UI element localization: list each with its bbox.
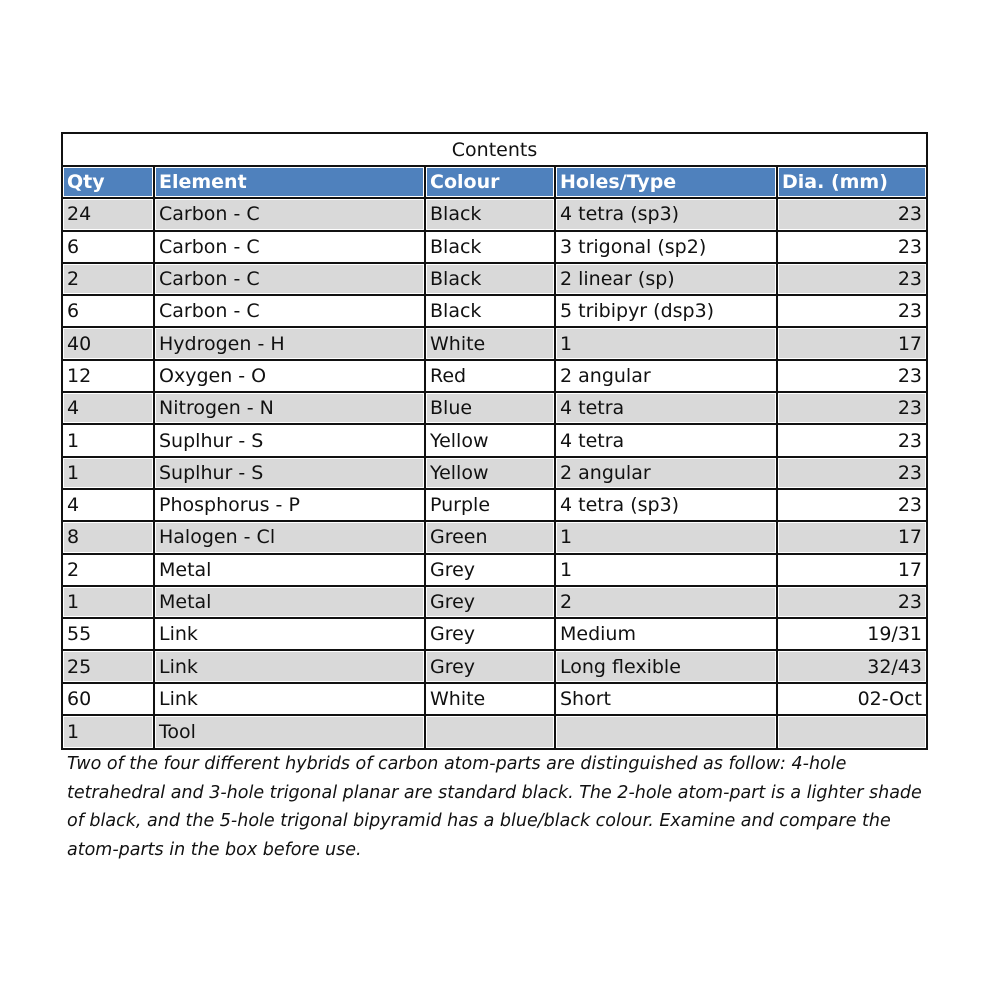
- cell-element: Halogen - Cl: [155, 522, 426, 552]
- cell-diameter: 23: [897, 235, 922, 258]
- cell-diameter: 23: [897, 494, 922, 517]
- table-row: [63, 458, 926, 490]
- cell-element: Tool: [155, 716, 426, 748]
- cell-diameter: 17: [778, 328, 926, 358]
- cell-holes-type: 5 tribipyr (dsp3): [556, 296, 778, 326]
- cell-colour: Yellow: [426, 458, 556, 488]
- table-row: [63, 232, 926, 264]
- cell-diameter: 23: [778, 264, 926, 294]
- cell-diameter: 23: [778, 199, 926, 229]
- header-element: Element: [155, 167, 426, 197]
- cell-element: Suplhur - S: [155, 425, 426, 455]
- cell-holes-type: 1: [556, 522, 778, 552]
- cell-diameter: 23: [897, 300, 922, 323]
- cell-colour: Black: [426, 264, 556, 294]
- cell-qty: 24: [63, 199, 155, 229]
- table-row: [63, 490, 926, 522]
- table-row: [63, 328, 926, 360]
- cell-colour: Blue: [426, 393, 556, 423]
- cell-holes-type: Medium: [556, 619, 778, 649]
- table-body: [63, 199, 926, 748]
- cell-qty: 6: [63, 232, 155, 262]
- cell-holes-type: 4 tetra: [556, 425, 778, 455]
- header-holes-type: Holes/Type: [556, 167, 778, 197]
- cell-holes-type: 4 tetra (sp3): [556, 199, 778, 229]
- cell-holes-type: 2: [556, 587, 778, 617]
- cell-holes-type: 4 tetra (sp3): [556, 490, 778, 520]
- header-row: [63, 167, 926, 199]
- cell-diameter: 23: [897, 429, 922, 452]
- cell-holes-type: 1: [556, 555, 778, 585]
- cell-colour: Black: [426, 296, 556, 326]
- cell-colour: Black: [426, 199, 556, 229]
- cell-colour: White: [426, 328, 556, 358]
- cell-qty: 4: [63, 490, 155, 520]
- cell-colour: [426, 716, 556, 748]
- cell-holes-type: 1: [556, 328, 778, 358]
- cell-element: Metal: [155, 555, 426, 585]
- cell-qty: 40: [63, 328, 155, 358]
- cell-qty: 25: [63, 651, 155, 681]
- cell-holes-type: 3 trigonal (sp2): [556, 232, 778, 262]
- cell-qty: 60: [63, 684, 155, 714]
- cell-qty: 2: [63, 264, 155, 294]
- cell-element: Oxygen - O: [155, 361, 426, 391]
- cell-qty: 1: [63, 587, 155, 617]
- cell-diameter: 23: [778, 458, 926, 488]
- header-diameter: Dia. (mm): [778, 167, 926, 197]
- contents-table: [61, 132, 928, 750]
- cell-holes-type: Long flexible: [556, 651, 778, 681]
- cell-holes-type: [556, 716, 778, 748]
- caption-note: Two of the four different hybrids of carbon atom-parts are distinguished as follow: 4-hole tetrahedral and 3-hole trigonal planar are standard black. The 2-hole atom-part is a lighter shade of black, and the 5-hole trigonal bipyramid has a blue/black colour. Examine and compare the atom-parts in the box before use.: [67, 754, 922, 860]
- cell-diameter: 17: [778, 522, 926, 552]
- cell-holes-type: 2 angular: [556, 361, 778, 391]
- table-row: [63, 716, 926, 748]
- cell-element: Link: [155, 684, 426, 714]
- cell-colour: White: [426, 684, 556, 714]
- cell-element: Metal: [155, 587, 426, 617]
- cell-colour: Black: [426, 232, 556, 262]
- cell-diameter: 17: [897, 558, 922, 581]
- cell-diameter: 02-Oct: [857, 687, 922, 710]
- cell-diameter: 23: [778, 587, 926, 617]
- cell-element: Nitrogen - N: [155, 393, 426, 423]
- header-qty: Qty: [63, 167, 155, 197]
- cell-diameter: 19/31: [867, 623, 922, 646]
- cell-element: Carbon - C: [155, 264, 426, 294]
- cell-element: Hydrogen - H: [155, 328, 426, 358]
- cell-colour: Yellow: [426, 425, 556, 455]
- table-row: [63, 361, 926, 393]
- cell-element: Phosphorus - P: [155, 490, 426, 520]
- cell-element: Link: [155, 619, 426, 649]
- cell-qty: 12: [63, 361, 155, 391]
- cell-diameter: 23: [897, 364, 922, 387]
- cell-colour: Purple: [426, 490, 556, 520]
- cell-qty: 2: [63, 555, 155, 585]
- cell-colour: Grey: [426, 587, 556, 617]
- cell-element: Carbon - C: [155, 296, 426, 326]
- table-row: [63, 199, 926, 231]
- table-row: [63, 619, 926, 651]
- cell-colour: Grey: [426, 555, 556, 585]
- cell-colour: Grey: [426, 619, 556, 649]
- cell-holes-type: Short: [556, 684, 778, 714]
- cell-holes-type: 2 linear (sp): [556, 264, 778, 294]
- cell-diameter: 32/43: [778, 651, 926, 681]
- cell-colour: Green: [426, 522, 556, 552]
- cell-element: Link: [155, 651, 426, 681]
- table-row: [63, 425, 926, 457]
- cell-qty: 1: [63, 458, 155, 488]
- cell-holes-type: 4 tetra: [556, 393, 778, 423]
- table-row: [63, 651, 926, 683]
- cell-qty: 8: [63, 522, 155, 552]
- table-title: Contents: [63, 134, 926, 167]
- cell-diameter: [778, 716, 926, 748]
- table-row: [63, 264, 926, 296]
- cell-element: Carbon - C: [155, 232, 426, 262]
- table-row: [63, 555, 926, 587]
- table-row: [63, 587, 926, 619]
- cell-qty: 1: [63, 716, 155, 748]
- cell-qty: 6: [63, 296, 155, 326]
- cell-colour: Red: [426, 361, 556, 391]
- cell-qty: 55: [63, 619, 155, 649]
- header-colour: Colour: [426, 167, 556, 197]
- cell-qty: 1: [63, 425, 155, 455]
- cell-diameter: 23: [778, 393, 926, 423]
- cell-element: Carbon - C: [155, 199, 426, 229]
- table-row: [63, 684, 926, 716]
- cell-element: Suplhur - S: [155, 458, 426, 488]
- cell-holes-type: 2 angular: [556, 458, 778, 488]
- cell-colour: Grey: [426, 651, 556, 681]
- table-row: [63, 522, 926, 554]
- cell-qty: 4: [63, 393, 155, 423]
- table-row: [63, 296, 926, 328]
- table-row: [63, 393, 926, 425]
